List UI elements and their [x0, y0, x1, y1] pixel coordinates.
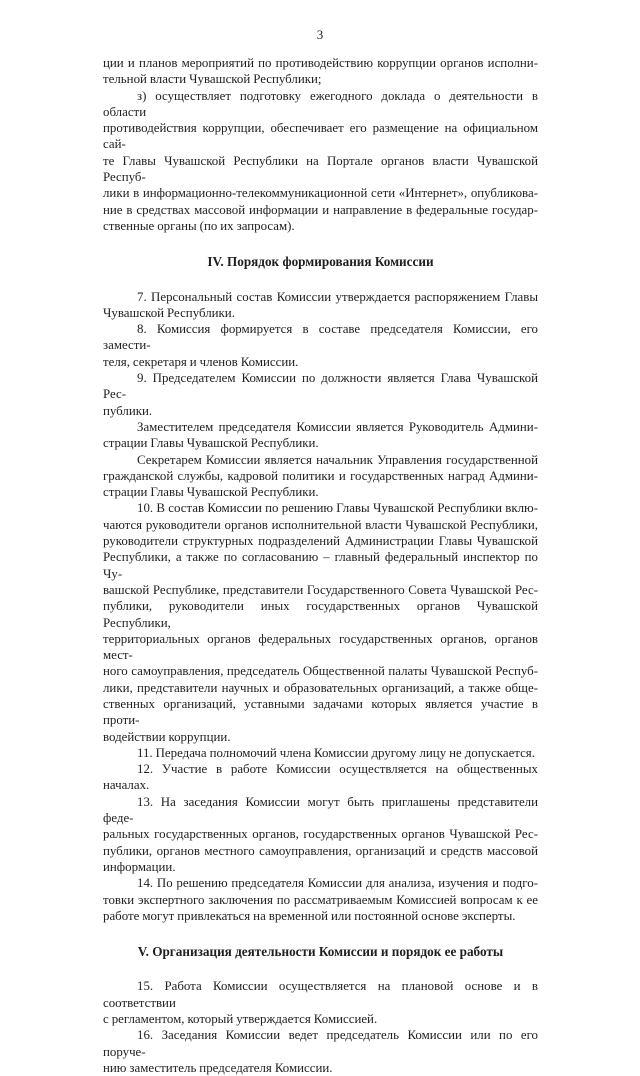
text-line: 10. В состав Комиссии по решению Главы Чувашской Республики вклю- [137, 501, 538, 516]
paragraph [103, 794, 538, 875]
text-line: лики в информационно-телекоммуникационной сети «Интернет», опубликова- [103, 186, 538, 201]
paragraph [103, 761, 538, 794]
paragraph [103, 978, 538, 1027]
paragraph [103, 745, 538, 761]
text-line: ральных государственных органов, государственных органов Чувашской Рес- [103, 827, 538, 842]
text-line: Заместителем председателя Комиссии является Руководитель Админи- [137, 419, 538, 434]
text-line: 7. Персональный состав Комиссии утверждается распоряжением Главы [137, 289, 538, 304]
text-line: те Главы Чувашской Республики на Портале органов власти Чувашской Респуб- [103, 153, 538, 185]
text-line: 16. Заседания Комиссии ведет председатель Комиссии или по его поруче- [103, 1028, 538, 1059]
text-line: с регламентом, который утверждается Комиссией. [103, 1012, 378, 1027]
paragraph [103, 500, 538, 744]
text-line: 14. По решению председателя Комиссии для анализа, изучения и подго- [137, 876, 538, 891]
text-line: Республики, а также по согласованию – главный федеральный инспектор по Чу- [103, 550, 538, 581]
paragraph [103, 289, 538, 322]
text-line: ние в средствах массовой информации и направление в федеральные государ- [103, 202, 538, 217]
document-body [103, 55, 538, 1076]
text-line: противодействия коррупции, обеспечивает его размещение на официальном сай- [103, 121, 538, 152]
paragraph [103, 419, 538, 452]
paragraph [103, 1027, 538, 1076]
paragraph [103, 370, 538, 419]
text-line: руководители структурных подразделений Администрации Главы Чувашской [103, 534, 538, 549]
text-line: территориальных органов федеральных государственных органов, органов мест- [103, 631, 538, 663]
text-line: 11. Передача полномочий члена Комиссии другому лицу не допускается. [137, 745, 535, 760]
paragraph [103, 875, 538, 924]
text-line: страции Главы Чувашской Республики. [103, 436, 319, 451]
section-heading: IV. Порядок формирования Комиссии [207, 254, 434, 270]
text-line: публики, руководители иных государственных органов Чувашской Республики, [103, 599, 538, 630]
text-line: товки экспертного заключения по рассматриваемым Комиссией вопросам к ее [103, 892, 538, 907]
paragraph [103, 452, 538, 501]
text-line: 8. Комиссия формируется в составе председателя Комиссии, его замести- [103, 322, 538, 353]
page-number: 3 [316, 27, 324, 42]
text-line: лики, представители научных и образовательных организаций, а также обще- [103, 680, 538, 695]
text-line: чаются руководители органов исполнительной власти Чувашской Республики, [103, 517, 538, 532]
text-line: публики. [103, 403, 153, 418]
text-line: страции Главы Чувашской Республики. [103, 485, 319, 500]
text-line: публики, органов местного самоуправления, организаций и средств массовой [103, 843, 538, 858]
text-line: ного самоуправления, председатель Общественной палаты Чувашской Респуб- [103, 664, 538, 679]
text-line: теля, секретаря и членов Комиссии. [103, 354, 299, 369]
text-line: ственных организаций, уставными задачами которых является участие в проти- [103, 696, 538, 728]
text-line: 9. Председателем Комиссии по должности является Глава Чувашской Рес- [103, 371, 538, 402]
text-line: 12. Участие в работе Комиссии осуществляется на общественных началах. [103, 762, 538, 793]
text-line: Секретарем Комиссии является начальник Управления государственной [137, 452, 538, 467]
paragraph [103, 321, 538, 370]
text-line: работе могут привлекаться на временной или постоянной основе эксперты. [103, 908, 516, 923]
text-line: водействии коррупции. [103, 729, 231, 744]
text-line: вашской Республике, представители Государственного Совета Чувашской Рес- [103, 582, 538, 597]
text-line: информации. [103, 859, 176, 874]
text-line: Чувашской Республики. [103, 305, 235, 320]
text-line: тельной власти Чувашской Республики; [103, 72, 322, 87]
text-line: ции и планов мероприятий по противодействию коррупции органов исполни- [103, 56, 538, 70]
text-line: з) осуществляет подготовку ежегодного доклада о деятельности в области [103, 88, 538, 119]
text-line: 15. Работа Комиссии осуществляется на плановой основе и в соответствии [103, 979, 538, 1010]
text-line: нию заместитель председателя Комиссии. [103, 1060, 333, 1075]
paragraph [103, 55, 538, 88]
text-line: гражданской службы, кадровой политики и государственных наград Админи- [103, 468, 538, 483]
section-heading: V. Организация деятельности Комиссии и порядок ее работы [137, 944, 504, 960]
paragraph [103, 88, 538, 235]
text-line: ственные органы (по их запросам). [103, 218, 295, 233]
text-line: 13. На заседания Комиссии могут быть приглашены представители феде- [103, 794, 538, 826]
